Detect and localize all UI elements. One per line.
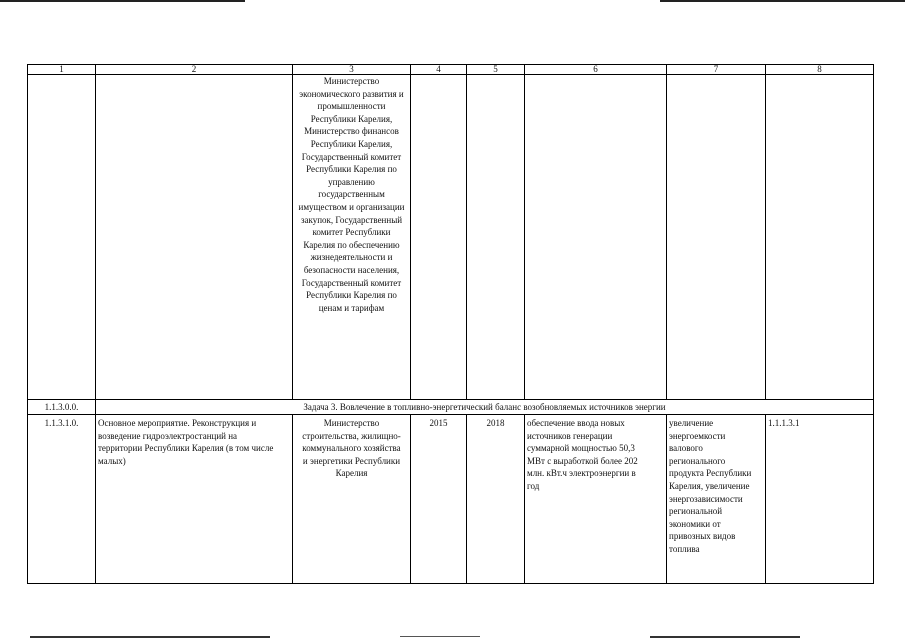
program-measures-table <box>27 64 874 584</box>
empty-cell <box>667 75 766 400</box>
empty-cell <box>411 75 467 400</box>
task-title: Задача 3. Вовлечение в топливно-энергетический баланс возобновляемых источников энергии <box>96 400 874 415</box>
column-numbers-row <box>28 65 874 75</box>
column-number: 8 <box>766 65 874 75</box>
measure-indicator: 1.1.1.3.1 <box>766 415 874 584</box>
empty-cell <box>96 75 293 400</box>
measure-consequences: увеличение энергоемкости валового регионального продукта Республики Карелия, увеличение энергозависимости региональной экономики от привозных видов топлива <box>667 415 766 584</box>
column-number: 1 <box>28 65 96 75</box>
scan-edge-bottom-right <box>650 636 800 638</box>
table-row-continuation <box>28 75 874 400</box>
scan-edge-bottom-left <box>30 636 270 638</box>
measure-result: обеспечение ввода новых источников генерации суммарной мощностью 50,3 МВт с выработкой более 202 млн. кВт.ч электроэнергии в год <box>525 415 667 584</box>
empty-cell <box>766 75 874 400</box>
task-code: 1.1.3.0.0. <box>28 400 96 415</box>
table-row-measure <box>28 415 874 584</box>
measure-name: Основное мероприятие. Реконструкция и возведение гидроэлектростанций на территории Республики Карелия (в том числе малых) <box>96 415 293 584</box>
table-row-task <box>28 400 874 415</box>
scan-edge-bottom-mid <box>400 636 480 637</box>
column-number: 4 <box>411 65 467 75</box>
column-number: 5 <box>467 65 525 75</box>
scan-edge-top-right <box>660 0 905 2</box>
column-number: 3 <box>293 65 411 75</box>
column-number: 2 <box>96 65 293 75</box>
column-number: 7 <box>667 65 766 75</box>
empty-cell <box>28 75 96 400</box>
executors-cell: Министерство экономического развития и промышленности Республики Карелия, Министерство финансов Республики Карелия, Государственный комитет Республики Карелия по управлению государственным имуществом и организации закупок, Государственный комитет Республики Карелия по обеспечению жизнедеятельности и безопасности населения, Государственный комитет Республики Карелия по ценам и тарифам <box>293 75 411 400</box>
measure-start-year: 2015 <box>411 415 467 584</box>
empty-cell <box>467 75 525 400</box>
scan-edge-top-left <box>0 0 245 2</box>
column-number: 6 <box>525 65 667 75</box>
measure-code: 1.1.3.1.0. <box>28 415 96 584</box>
measure-end-year: 2018 <box>467 415 525 584</box>
empty-cell <box>525 75 667 400</box>
measure-executor: Министерство строительства, жилищно- коммунального хозяйства и энергетики Республики Карелия <box>293 415 411 584</box>
